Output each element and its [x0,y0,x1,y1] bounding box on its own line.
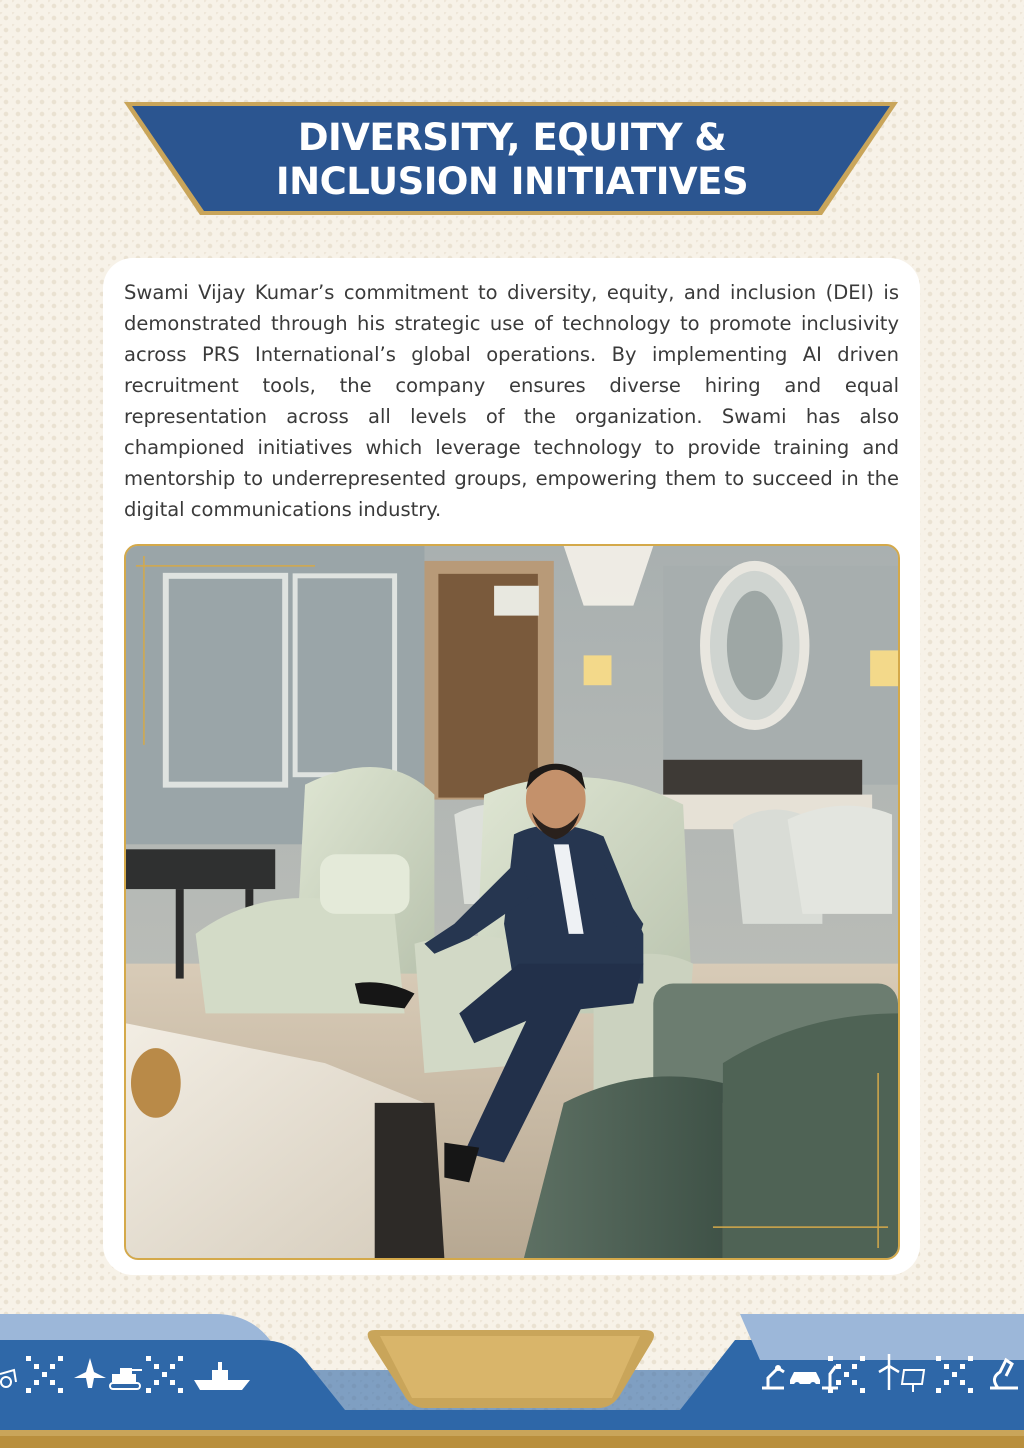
solar-panel-icon [900,1368,926,1392]
pattern-icon [146,1356,190,1396]
tank-icon [108,1364,142,1392]
page-title-line-2: INCLUSION INITIATIVES [275,160,749,203]
page-title-line-1: DIVERSITY, EQUITY & [297,116,727,159]
pattern-icon [26,1356,70,1396]
jet-icon [72,1356,108,1392]
microscope-icon [984,1352,1024,1392]
pattern-icon [936,1356,980,1396]
wind-turbine-icon [876,1352,902,1392]
scooter-icon [0,1360,20,1390]
car-icon [788,1362,822,1390]
portrait-photo [124,544,900,1260]
robot-arm-icon [758,1356,788,1392]
body-paragraph: Swami Vijay Kumar’s commitment to diversity, equity, and inclusion (DEI) is demonstrated through his strategic use of technology to promote inclusivity across PRS International’s global operations. By implementing AI driven recruitment tools, the company ensures diverse hiring and equal representation across all levels of the organization. Swami has also championed initiatives which leverage technology to provide training and mentorship to underrepresented groups, empowering them to succeed in the digital communications industry. [124,281,899,521]
ship-icon [192,1360,252,1392]
page-title [200,116,824,204]
pattern-icon [828,1356,872,1396]
